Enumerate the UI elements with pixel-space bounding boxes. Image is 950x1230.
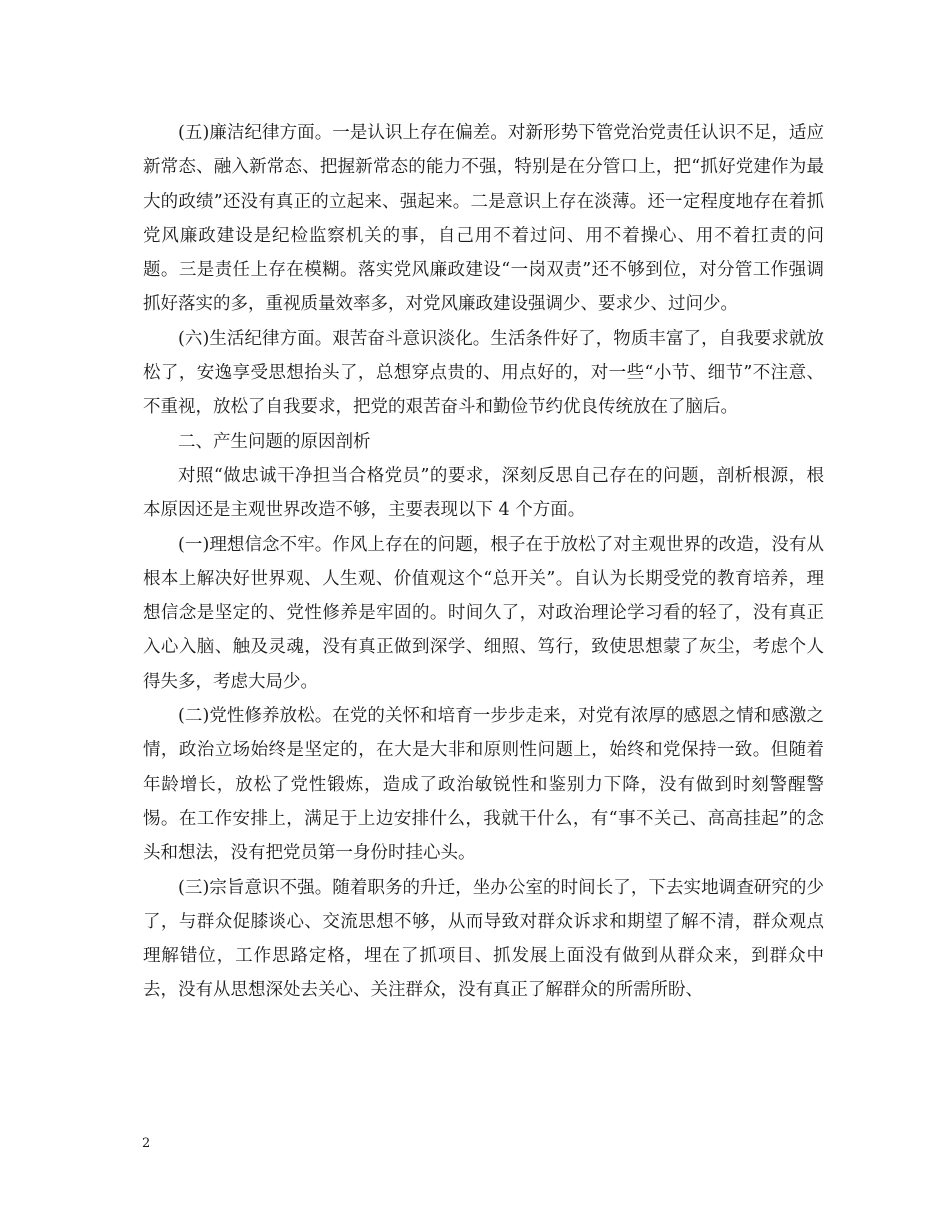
paragraph-shenghuo-jilv: (六)生活纪律方面。艰苦奋斗意识淡化。生活条件好了，物质丰富了，自我要求就放松了，安逸享受思想抬头了，总想穿点贵的、用点好的，对一些“小节、细节”不注意、不重视，放松了自我要求，把党的艰苦奋斗和勤俭节约优良传统放在了脑后。 (143, 328, 824, 418)
paragraph-lianjie-jilv: (五)廉洁纪律方面。一是认识上存在偏差。对新形势下管党治党责任认识不足，适应新常态、融入新常态、把握新常态的能力不强，特别是在分管口上，把“抓好党建作为最大的政绩”还没有真正的立起来、强起来。二是意识上存在淡薄。还一定程度地存在着抓党风廉政建设是纪检监察机关的事，自己用不着过问、用不着操心、用不着扛责的问题。三是责任上存在模糊。落实党风廉政建设“一岗双责”还不够到位，对分管工作强调抓好落实的多，重视质量效率多，对党风廉政建设强调少、要求少、过问少。 (143, 123, 824, 315)
paragraph-zongzhi-yishi: (三)宗旨意识不强。随着职务的升迁，坐办公室的时间长了，下去实地调查研究的少了，与群众促膝谈心、交流思想不够，从而导致对群众诉求和期望了解不清，群众观点理解错位，工作思路定格，埋在了抓项目、抓发展上面没有做到从群众来，到群众中去，没有从思想深处去关心、关注群众，没有真正了解群众的所需所盼、 (143, 877, 824, 1001)
paragraph-dangxing-xiuyang: (二)党性修养放松。在党的关怀和培育一步步走来，对党有浓厚的感恩之情和感激之情，政治立场始终是坚定的，在大是大非和原则性问题上，始终和党保持一致。但随着年龄增长，放松了党性锻炼，造成了政治敏锐性和鉴别力下降，没有做到时刻警醒警惕。在工作安排上，满足于上边安排什么，我就干什么，有“事不关己、高高挂起”的念头和想法，没有把党员第一身份时挂心头。 (143, 706, 824, 864)
paragraph-lixiang-xinnian: (一)理想信念不牢。作风上存在的问题，根子在于放松了对主观世界的改造，没有从根本上解决好世界观、人生观、价值观这个“总开关”。自认为长期受党的教育培养，理想信念是坚定的、党性修养是牢固的。时间久了，对政治理论学习看的轻了，没有真正入心入脑、触及灵魂，没有真正做到深学、细照、笃行，致使思想蒙了灰尘，考虑个人得失多，考虑大局少。 (143, 534, 824, 692)
section-heading-cause-analysis: 二、产生问题的原因剖析 (178, 431, 371, 452)
document-body (143, 116, 824, 1008)
paragraph-intro-cause: 对照“做忠诚干净担当合格党员”的要求，深刻反思自己存在的问题，剖析根源，根本原因还是主观世界改造不够，主要表现以下 4 个方面。 (143, 465, 824, 521)
page-number: 2 (142, 1136, 151, 1151)
